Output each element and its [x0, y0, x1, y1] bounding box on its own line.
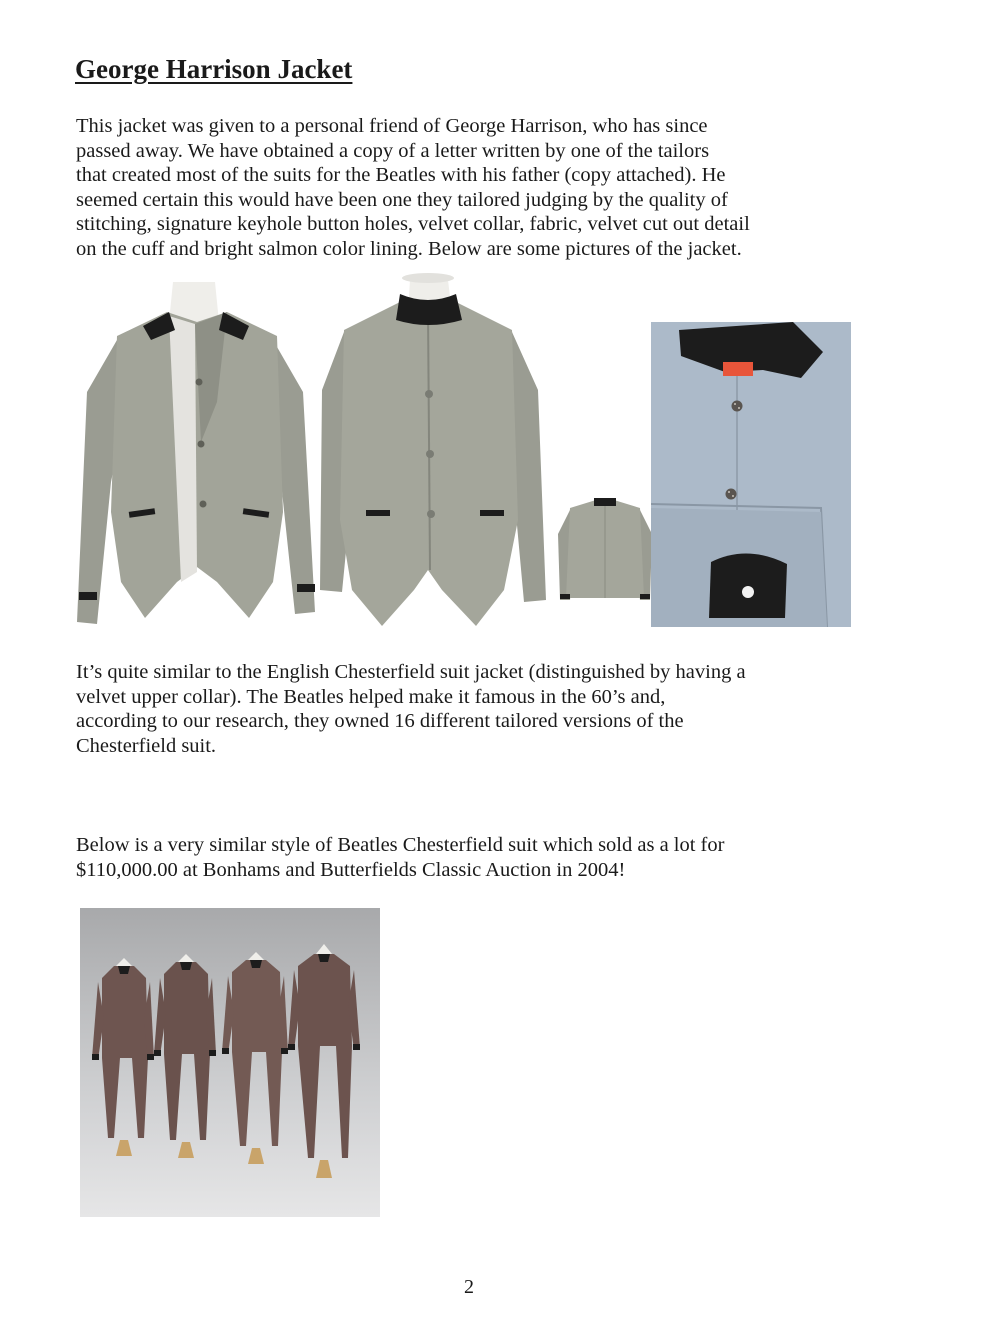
comparison-line: velvet upper collar). The Beatles helped make it famous in the 60’s and, [76, 685, 666, 708]
intro-line: that created most of the suits for the Beatles with his father (copy attached). He [76, 164, 726, 187]
beatles-suits-photo [80, 908, 380, 1217]
jacket-front-photo [77, 282, 317, 628]
auction-paragraph [76, 833, 724, 882]
intro-line: seemed certain this would have been one they tailored judging by the quality of [76, 188, 728, 211]
intro-paragraph [76, 114, 750, 262]
comparison-line: according to our research, they owned 16 different tailored versions of the [76, 710, 684, 733]
intro-line: on the cuff and bright salmon color lining. Below are some pictures of the jacket. [76, 237, 742, 260]
intro-line: This jacket was given to a personal friend of George Harrison, who has since [76, 115, 708, 137]
intro-line: passed away. We have obtained a copy of a letter written by one of the tailors [76, 139, 710, 162]
page-number: 2 [464, 1276, 474, 1298]
auction-line: Below is a very similar style of Beatles Chesterfield suit which sold as a lot for [76, 834, 725, 856]
comparison-line: Chesterfield suit. [76, 734, 217, 757]
jacket-detail-photo [651, 322, 851, 627]
comparison-paragraph [76, 660, 746, 758]
jacket-back-thumbnail [556, 494, 654, 606]
auction-line: $110,000.00 at Bonhams and Butterfields Classic Auction in 2004! [76, 858, 626, 881]
jacket-buttoned-photo [316, 270, 566, 630]
page-title: George Harrison Jacket [75, 54, 353, 84]
intro-line: stitching, signature keyhole button holes, velvet collar, fabric, velvet cut out detail [76, 213, 750, 236]
comparison-line: It’s quite similar to the English Chesterfield suit jacket (distinguished by having a [76, 661, 746, 683]
